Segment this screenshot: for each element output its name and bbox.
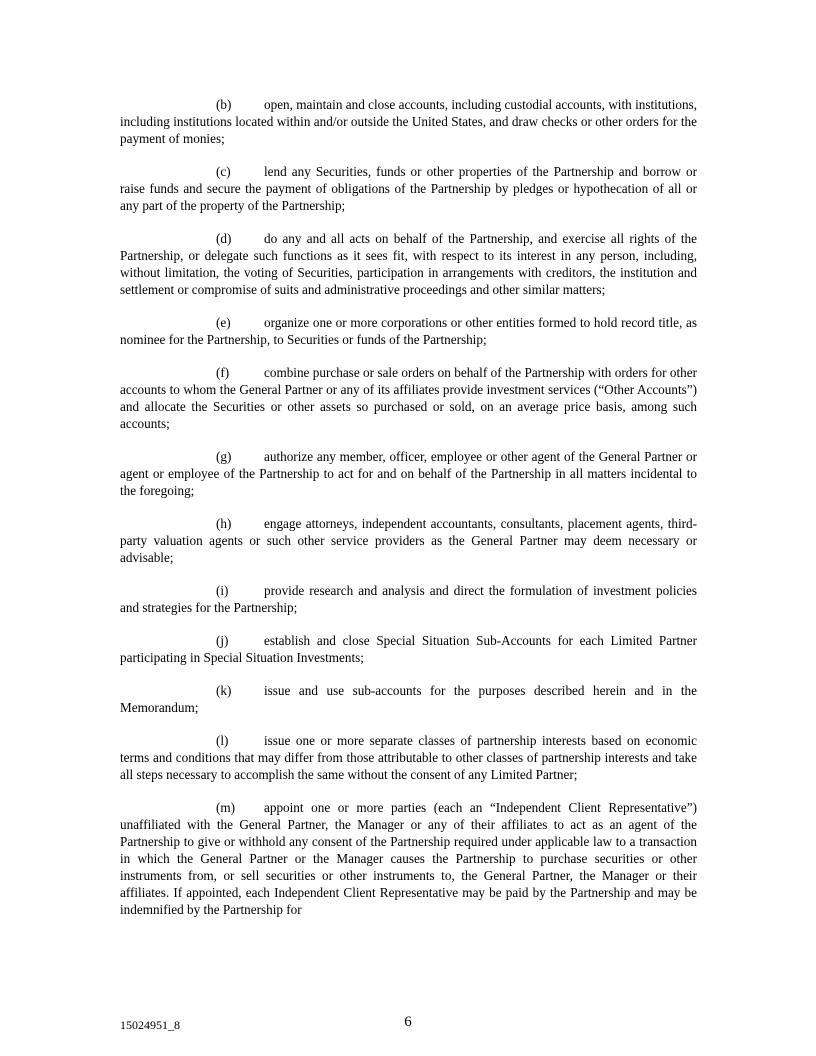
clause-i xyxy=(120,582,697,616)
clause-label: (e) xyxy=(216,315,231,330)
clause-text: issue and use sub-accounts for the purposes described herein and in the Memorandum; xyxy=(120,683,697,715)
clause-j xyxy=(120,632,697,666)
page-number: 6 xyxy=(404,1014,412,1030)
clause-label: (j) xyxy=(216,633,229,648)
clause-text: lend any Securities, funds or other properties of the Partnership and borrow or raise funds and secure the payment of obligations of the Partnership by pledges or hypothecation of all or any part of the property of the Partnership; xyxy=(120,164,697,213)
clause-k xyxy=(120,682,697,716)
clause-label: (h) xyxy=(216,516,232,531)
clause-text: do any and all acts on behalf of the Partnership, and exercise all rights of the Partnership, or delegate such functions as it sees fit, with respect to its interest in any person, including, without limitation, the voting of Securities, participation in arrangements with creditors, the institution and settlement or compromise of suits and administrative proceedings and other similar matters; xyxy=(120,231,697,297)
clause-text: open, maintain and close accounts, including custodial accounts, with institutions, including institutions located within and/or outside the United States, and draw checks or other orders for the payment of monies; xyxy=(120,97,697,146)
clause-label: (b) xyxy=(216,97,232,112)
clause-c xyxy=(120,163,697,214)
clause-text: appoint one or more parties (each an “Independent Client Representative”) unaffiliated with the General Partner, the Manager or any of their affiliates to act as an agent of the Partnership to give or withhold any consent of the Partnership required under applicable law to a transaction in which the General Partner or the Manager causes the Partnership to purchase securities or other instruments from, or sell securities or other instruments to, the General Partner, the Manager or their affiliates. If appointed, each Independent Client Representative may be paid by the Partnership and may be indemnified by the Partnership for xyxy=(120,800,697,917)
clause-d xyxy=(120,230,697,298)
clause-label: (m) xyxy=(216,800,236,815)
clause-label: (k) xyxy=(216,683,232,698)
clause-text: combine purchase or sale orders on behalf of the Partnership with orders for other accounts to whom the General Partner or any of its affiliates provide investment services (“Other Accounts”) and allocate the Securities or other assets so purchased or sold, on an average price basis, among such accounts; xyxy=(120,365,697,431)
clause-label: (i) xyxy=(216,583,229,598)
clause-text: establish and close Special Situation Sub-Accounts for each Limited Partner participating in Special Situation Investments; xyxy=(120,633,697,665)
clause-f xyxy=(120,364,697,432)
clause-text: engage attorneys, independent accountants, consultants, placement agents, third-party valuation agents or such other service providers as the General Partner may deem necessary or advisable; xyxy=(120,516,697,565)
clause-h xyxy=(120,515,697,566)
clause-text: issue one or more separate classes of partnership interests based on economic terms and conditions that may differ from those attributable to other classes of partnership interests and take all steps necessary to accomplish the same without the consent of any Limited Partner; xyxy=(120,733,697,782)
clause-g xyxy=(120,448,697,499)
clause-text: authorize any member, officer, employee or other agent of the General Partner or agent or employee of the Partnership to act for and on behalf of the Partnership in all matters incidental to the foregoing; xyxy=(120,449,697,498)
clause-b xyxy=(120,96,697,147)
clause-label: (c) xyxy=(216,164,231,179)
clause-m xyxy=(120,799,697,918)
clause-l xyxy=(120,732,697,783)
clause-e xyxy=(120,314,697,348)
clause-text: organize one or more corporations or other entities formed to hold record title, as nominee for the Partnership, to Securities or funds of the Partnership; xyxy=(120,315,697,347)
clause-text: provide research and analysis and direct the formulation of investment policies and strategies for the Partnership; xyxy=(120,583,697,615)
clause-label: (g) xyxy=(216,449,232,464)
clause-label: (l) xyxy=(216,733,229,748)
document-id: 15024951_8 xyxy=(120,1018,180,1032)
clause-label: (d) xyxy=(216,231,232,246)
document-body xyxy=(120,96,697,934)
clause-label: (f) xyxy=(216,365,230,380)
